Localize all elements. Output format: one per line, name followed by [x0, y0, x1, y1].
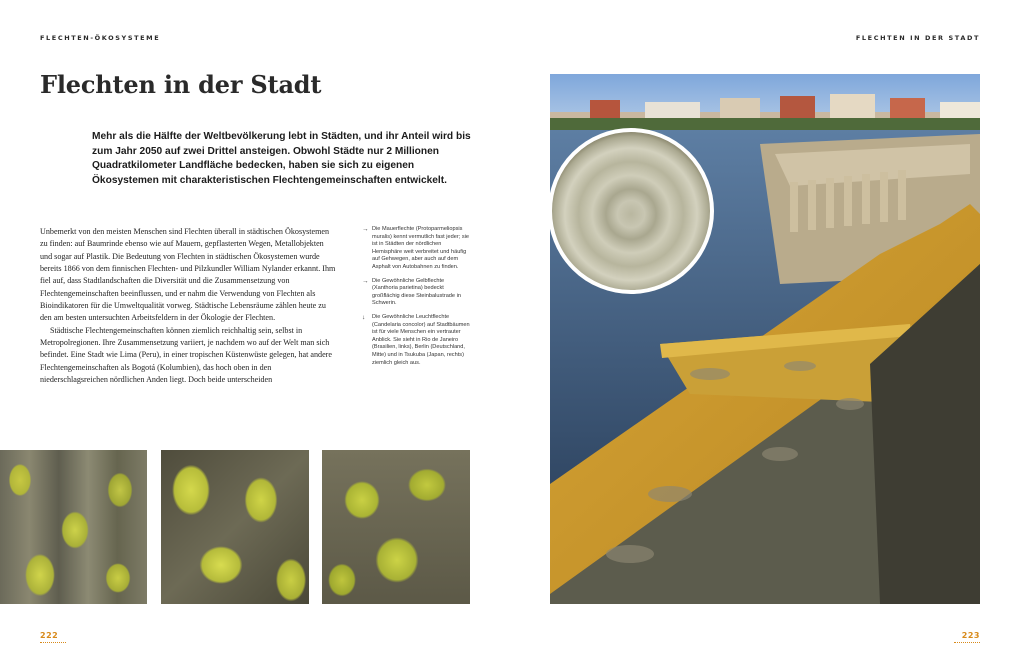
photo-lichen-rio: [0, 450, 147, 604]
caption-3: [362, 314, 470, 367]
photo-lichen-berlin: [161, 450, 309, 604]
body-paragraph-1: Unbemerkt von den meisten Menschen sind Flechten überall in städtischen Ökosystemen zu finden: auf Baumrinde ebenso wie auf Mauern, gepflasterten Wegen, Metallobjekten und sogar auf Plastik. Die Bedeutung von Flechten in städtischen Ökosystemen wurde bereits 1866 von dem finnischen Flechten- und Pilzkundler William Nylander erkannt. Ihm fiel auf, dass Stadtlandschaften die Diversität und die Zusammensetzung von Flechtengemeinschaften beeinflussen, und er nahm die Verwendung von Flechten als Bioindikatoren für die Umweltqualität vorweg. Städtische Lebensräume zählen heute zu den am besten untersuchten Arbeitsfeldern in der Ökologie der Flechten.: [40, 227, 336, 323]
body-text: [40, 226, 336, 386]
caption-3-text: Die Gewöhnliche Leuchtflechte (Candelaria concolor) auf Stadtbäumen ist für viele Menschen ein vertrauter Anblick. Sie sieht in Rio de Janeiro (Brasilien, links), Berlin (Deutschland, Mitte) und in Tsukuba (Japan, rechts) ziemlich gleich aus.: [372, 313, 470, 366]
arrow-right-icon: →: [362, 226, 369, 233]
caption-1-text: Die Mauerflechte (Protoparmeliopsis muralis) kennt vermutlich fast jeder; sie ist in Städten der nördlichen Hemisphäre weit verbreitet und häufig auf Gehwegen, aber auch auf dem Asphalt von Autobahnen zu finden.: [372, 226, 469, 270]
page-number-right: 223: [961, 631, 980, 640]
folio-rule-right: [954, 642, 980, 643]
photo-lichen-tsukuba: [322, 450, 470, 604]
caption-2: [362, 278, 470, 308]
inset-photo-protoparmeliopsis: [548, 128, 714, 294]
lead-paragraph: Mehr als die Hälfte der Weltbevölkerung lebt in Städten, und ihr Anteil wird bis zum Jahr 2050 auf zwei Drittel ansteigen. Obwohl Städte nur 2 Millionen Quadratkilometer Landfläche bedecken, haben sie sich zu eigenen Ökosystemen mit charakteristischen Flechtengemeinschaften entwickelt.: [92, 131, 471, 186]
arrow-right-icon: →: [362, 277, 369, 285]
page-number-left: 222: [40, 631, 59, 640]
folio-rule-left: [40, 642, 66, 643]
caption-column: [362, 226, 470, 373]
body-paragraph-2: Städtische Flechtengemeinschaften können ziemlich reichhaltig sein, selbst in Metropolregionen. Ihre Zusammensetzung variiert, je nachdem wo auf der Welt man sich befindet. Eine Stadt wie Lima (Peru), in einer tropischen Küstenwüste gelegen, hat andere Flechtengemeinschaften als Bogotá (Kolumbien), das hoch oben in den niederschlagsreichen nördlichen Anden liegt. Doch beide unterscheiden: [40, 325, 332, 385]
page-title: Flechten in der Stadt: [40, 70, 322, 99]
arrow-down-icon: ↓: [362, 313, 366, 321]
running-head-right: FLECHTEN IN DER STADT: [855, 34, 980, 42]
caption-2-text: Die Gewöhnliche Gelbflechte (Xanthoria parietina) bedeckt großflächig diese Steinbalustrade in Schwerin.: [372, 277, 461, 307]
running-head-left: FLECHTEN-ÖKOSYSTEME: [40, 34, 161, 42]
caption-1: [362, 226, 470, 272]
